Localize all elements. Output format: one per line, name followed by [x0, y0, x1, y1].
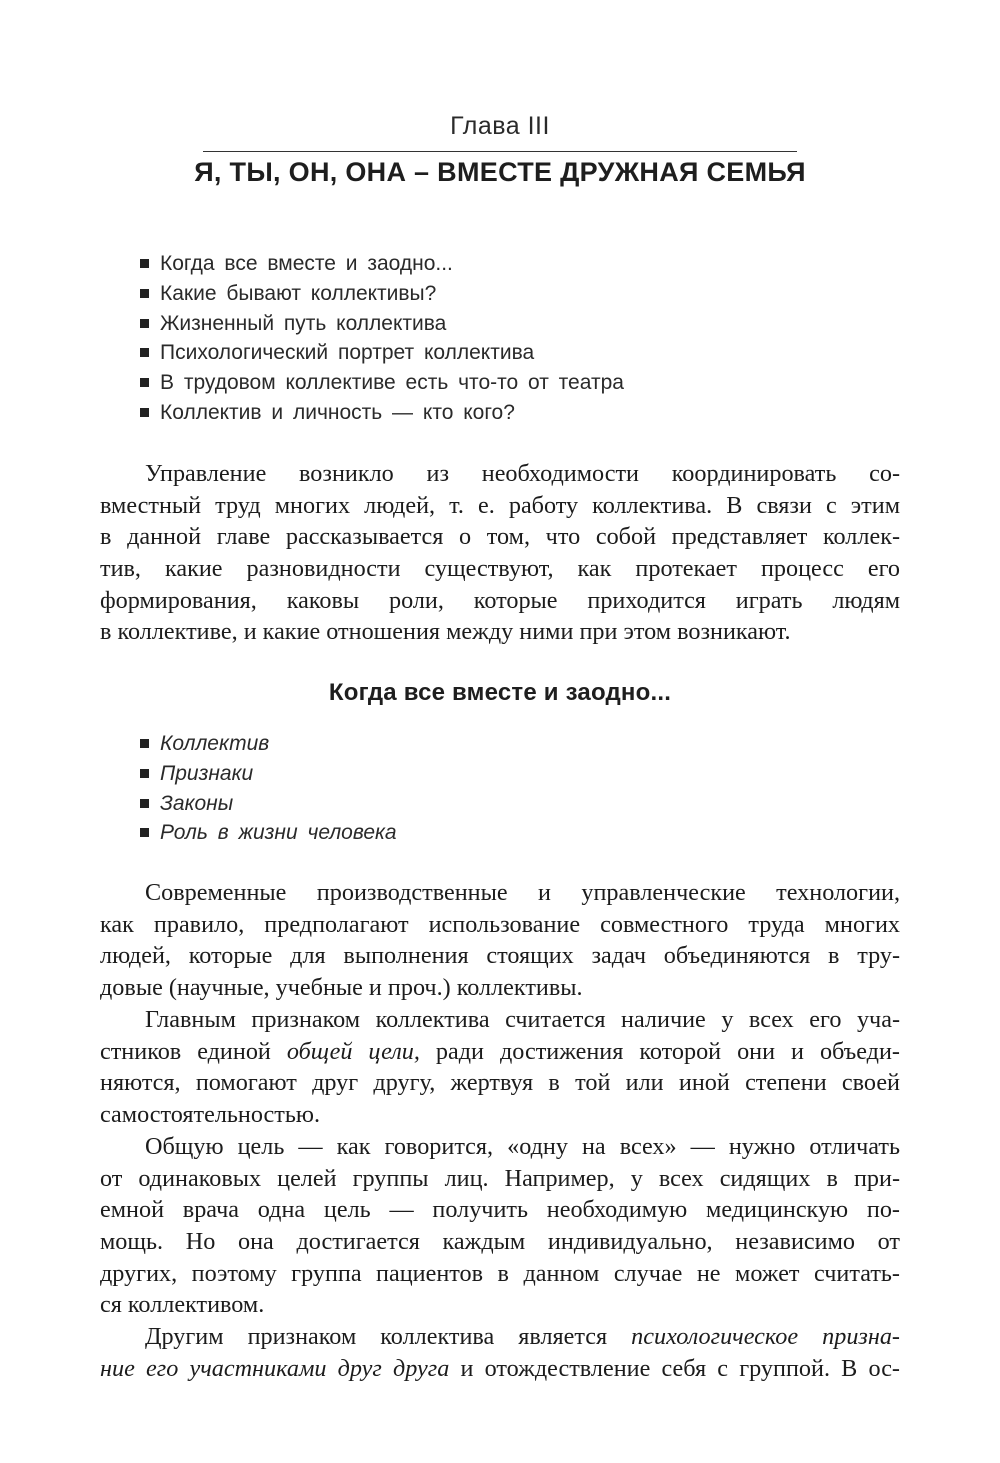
- text-line: Другим признаком коллектива является психологическое призна-: [145, 1323, 900, 1350]
- square-bullet-icon: [140, 769, 149, 778]
- text-line: от одинаковых целей группы лиц. Например, у всех сидящих в при-: [100, 1164, 900, 1192]
- list-item: Какие бывают коллективы?: [140, 279, 624, 309]
- chapter-contents-list: [140, 249, 624, 428]
- text-line: вместный труд многих людей, т. е. работу коллектива. В связи с этим: [100, 491, 900, 519]
- section-title: Когда все вместе и заодно...: [328, 679, 672, 706]
- section-topics-list: [140, 729, 397, 848]
- text-line: Общую цель — как говорится, «одну на всех» — нужно отличать: [145, 1133, 900, 1160]
- square-bullet-icon: [140, 378, 149, 387]
- square-bullet-icon: [140, 408, 149, 417]
- list-item: Признаки: [140, 759, 397, 789]
- chapter-title: Я, ТЫ, ОН, ОНА – ВМЕСТЕ ДРУЖНАЯ СЕМЬЯ: [194, 157, 806, 187]
- text-line: ся коллективом.: [100, 1291, 265, 1319]
- square-bullet-icon: [140, 799, 149, 808]
- square-bullet-icon: [140, 739, 149, 748]
- list-item: Законы: [140, 789, 397, 819]
- list-item: Когда все вместе и заодно...: [140, 249, 624, 279]
- list-item: Коллектив и личность — кто кого?: [140, 398, 624, 428]
- list-item: В трудовом коллективе есть что-то от театра: [140, 368, 624, 398]
- text-line: довые (научные, учебные и проч.) коллективы.: [100, 974, 583, 1002]
- emphasis-psychological-recognition: психологическое призна-: [631, 1323, 900, 1350]
- text-line: тив, какие разновидности существуют, как протекает процесс его: [100, 555, 900, 583]
- intro-paragraph: [100, 458, 900, 648]
- emphasis-common-goal: общей цели,: [286, 1037, 420, 1065]
- square-bullet-icon: [140, 319, 149, 328]
- text-line: няются, помогают друг другу, жертвуя в той или иной степени своей: [100, 1069, 900, 1097]
- text-line: мощь. Но она достигается каждым индивидуально, независимо от: [100, 1228, 900, 1256]
- list-item: Жизненный путь коллектива: [140, 309, 624, 339]
- text-line: самостоятельностью.: [100, 1101, 321, 1129]
- square-bullet-icon: [140, 259, 149, 268]
- text-line: других, поэтому группа пациентов в данном случае не может считать-: [100, 1259, 900, 1287]
- chapter-divider: [203, 151, 797, 152]
- body-paragraph-4: [100, 1321, 900, 1384]
- chapter-label: Глава III: [450, 112, 550, 140]
- body-paragraph-1: [100, 877, 900, 1004]
- emphasis-psychological-recognition-cont: ние его участниками друг друга: [100, 1354, 450, 1382]
- text-line: ние его участниками друг друга и отождествление себя с группой. В ос-: [100, 1354, 900, 1382]
- text-line: стников единой общей цели, ради достижения которой они и объеди-: [100, 1037, 900, 1065]
- body-paragraph-2: [100, 1004, 900, 1131]
- list-item: Психологический портрет коллектива: [140, 338, 624, 368]
- square-bullet-icon: [140, 289, 149, 298]
- text-line: Управление возникло из необходимости координировать со-: [145, 460, 900, 487]
- text-line: Главным признаком коллектива считается наличие у всех его уча-: [145, 1006, 900, 1033]
- list-item: Коллектив: [140, 729, 397, 759]
- text-line: в коллективе, и какие отношения между ними при этом возникают.: [100, 618, 791, 646]
- text-line: в данной главе рассказывается о том, что собой представляет коллек-: [100, 523, 900, 551]
- text-line: формирования, каковы роли, которые приходится играть людям: [100, 586, 900, 614]
- text-line: людей, которые для выполнения стоящих задач объединяются в тру-: [100, 942, 900, 970]
- body-paragraph-3: [100, 1131, 900, 1321]
- text-line: емной врача одна цель — получить необходимую медицинскую по-: [100, 1196, 900, 1224]
- text-line: как правило, предполагают использование совместного труда многих: [100, 910, 900, 938]
- square-bullet-icon: [140, 348, 149, 357]
- square-bullet-icon: [140, 828, 149, 837]
- list-item: Роль в жизни человека: [140, 818, 397, 848]
- text-line: Современные производственные и управленческие технологии,: [145, 879, 900, 906]
